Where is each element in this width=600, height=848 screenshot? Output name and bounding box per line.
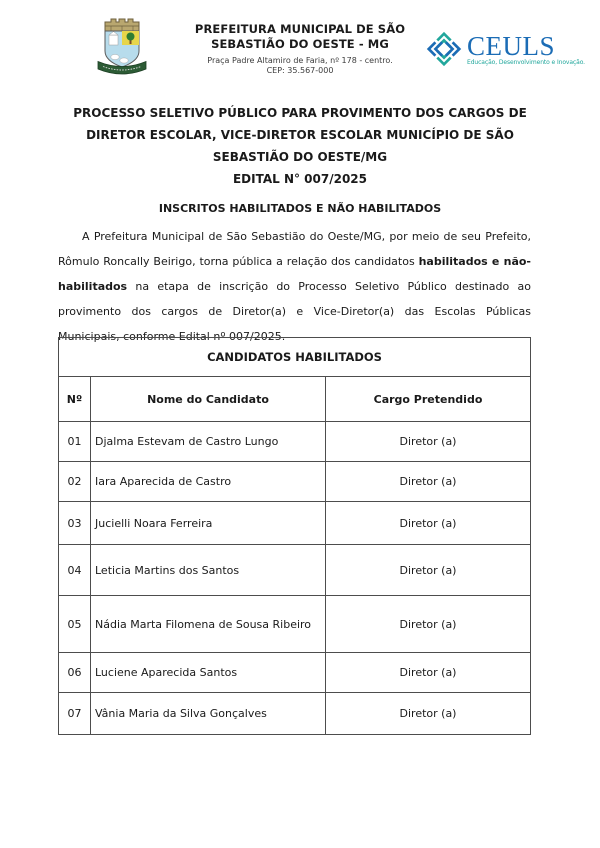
candidate-number: 01 [59,422,91,462]
title-line-4: EDITAL N° 007/2025 [232,172,368,186]
column-header-position: Cargo Pretendido [326,377,531,422]
org-cep: CEP: 35.567-000 [266,66,334,75]
title-line-2: DIRETOR ESCOLAR, VICE-DIRETOR ESCOLAR MUNICÍPIO DE SÃO [86,128,514,142]
org-name-line2: SEBASTIÃO DO OESTE - MG [211,37,389,51]
title-line-1: PROCESSO SELETIVO PÚBLICO PARA PROVIMENTO DOS CARGOS DE [73,106,527,120]
column-header-name: Nome do Candidato [91,377,326,422]
ceuls-wordmark: CEULS [467,30,556,61]
candidate-position: Diretor (a) [326,422,531,462]
candidate-number: 06 [59,653,91,693]
paragraph-bold: habilitados e não-habilitados [58,255,531,293]
candidate-position: Diretor (a) [326,462,531,502]
table-row [59,462,531,502]
body-paragraph [58,224,531,349]
paragraph-lead: A Prefeitura Municipal de São Sebastião do Oeste/MG, por meio de seu Prefeito, Rômulo Roncally Beirigo, torna pública a relação dos candidatos [58,230,531,268]
candidate-name: Luciene Aparecida Santos [91,653,326,693]
ceuls-tagline: Educação, Desenvolvimento e Inovação. [467,58,585,66]
table-row [59,653,531,693]
table-title: CANDIDATOS HABILITADOS [59,338,531,377]
candidate-name: Djalma Estevam de Castro Lungo [91,422,326,462]
table-row [59,596,531,653]
candidate-number: 02 [59,462,91,502]
candidate-name: Nádia Marta Filomena de Sousa Ribeiro [91,596,326,653]
candidate-position: Diretor (a) [326,545,531,596]
paragraph-tail: na etapa de inscrição do Processo Seletivo Público destinado ao provimento dos cargos de Diretor(a) e Vice-Diretor(a) das Escolas Públicas Municipais, conforme Edital nº 007/2025. [58,280,531,343]
document-title [30,102,570,190]
candidate-name: Jucielli Noara Ferreira [91,502,326,545]
candidate-number: 05 [59,596,91,653]
ceuls-logo [423,28,585,70]
table-row [59,693,531,735]
table-title-row [59,338,531,377]
candidate-position: Diretor (a) [326,502,531,545]
title-line-3: SEBASTIÃO DO OESTE/MG [212,150,388,164]
candidate-position: Diretor (a) [326,596,531,653]
ceuls-chevron-mark-icon [423,28,465,70]
candidate-number: 04 [59,545,91,596]
candidate-name: Iara Aparecida de Castro [91,462,326,502]
candidate-name: Vânia Maria da Silva Gonçalves [91,693,326,735]
candidates-table [58,337,531,735]
table-row [59,502,531,545]
table-header-row [59,377,531,422]
candidate-name: Leticia Martins dos Santos [91,545,326,596]
candidate-position: Diretor (a) [326,653,531,693]
document-subtitle: INSCRITOS HABILITADOS E NÃO HABILITADOS [158,202,442,215]
candidate-position: Diretor (a) [326,693,531,735]
table-row [59,545,531,596]
candidate-number: 07 [59,693,91,735]
candidate-number: 03 [59,502,91,545]
org-name-line1: PREFEITURA MUNICIPAL DE SÃO [194,22,406,36]
table-row [59,422,531,462]
org-address: Praça Padre Altamiro de Faria, nº 178 - centro. [207,56,393,65]
header-org-block [150,22,450,76]
column-header-number: Nº [59,377,91,422]
municipal-coat-of-arms-icon [95,15,149,78]
